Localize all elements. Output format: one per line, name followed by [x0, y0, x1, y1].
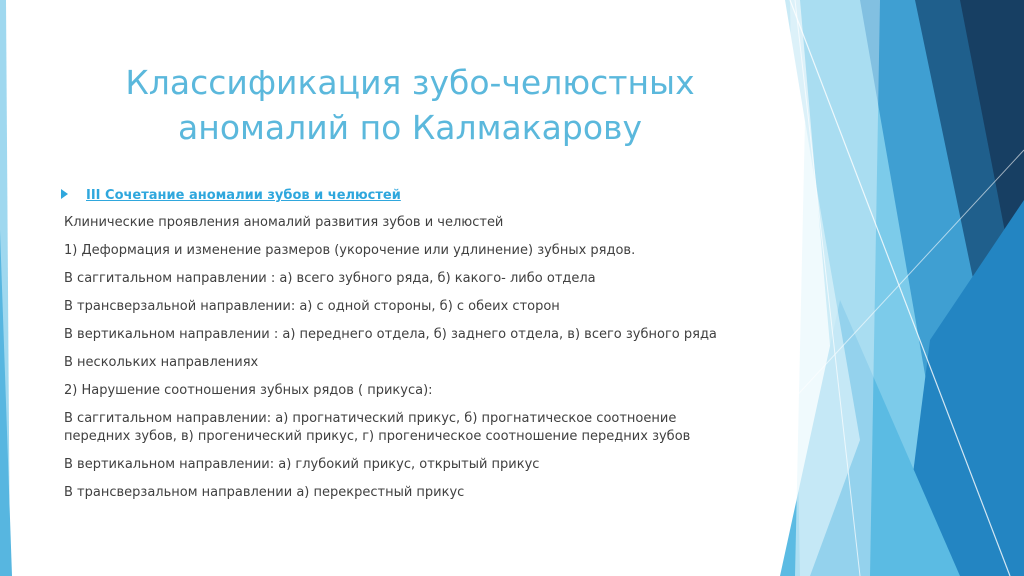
content-line: Клинические проявления аномалий развития зубов и челюстей	[64, 215, 504, 230]
content-line: 1) Деформация и изменение размеров (укорочение или удлинение) зубных рядов.	[64, 243, 636, 258]
bullet-item	[64, 186, 784, 206]
content-line: 2) Нарушение соотношения зубных рядов ( прикуса):	[64, 383, 433, 398]
content-line: передних зубов, в) прогенический прикус, г) прогеническое соотношение передних зубов	[64, 429, 691, 444]
content-line: В трансверзальном направлении а) перекрестный прикус	[64, 485, 465, 500]
section-link[interactable]: III Сочетание аномалии зубов и челюстей	[86, 188, 401, 203]
triangle-bullet-icon	[61, 189, 68, 199]
slide-title	[60, 60, 760, 150]
content-line: В саггитальном направлении: а) прогнатический прикус, б) прогнатическое соотноение	[64, 411, 677, 426]
slide-title-line-2: аномалий по Калмакарову	[178, 108, 642, 147]
content-line: В вертикальном направлении: а) глубокий прикус, открытый прикус	[64, 457, 540, 472]
content-line: В нескольких направлениях	[64, 355, 259, 370]
slide-content	[64, 186, 784, 512]
content-line: В трансверзальной направлении: а) с одной стороны, б) с обеих сторон	[64, 299, 560, 314]
slide-title-line-1: Классификация зубо-челюстных	[125, 63, 695, 102]
content-line: В саггитальном направлении : а) всего зубного ряда, б) какого- либо отдела	[64, 271, 596, 286]
content-line: В вертикальном направлении : а) переднего отдела, б) заднего отдела, в) всего зубного ряда	[64, 327, 717, 342]
